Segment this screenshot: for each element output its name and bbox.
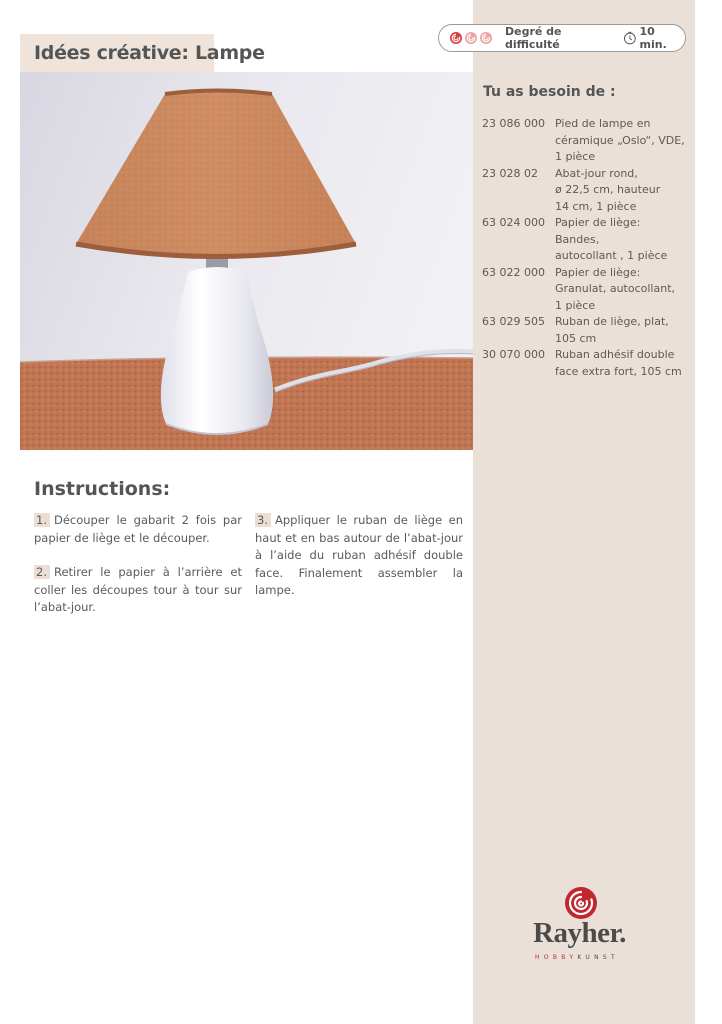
material-code: 23 086 000 <box>482 117 545 130</box>
material-item <box>482 347 688 380</box>
step-text: Appliquer le ruban de liège en haut et en bas autour de l’abat-jour à l’aide du ruban adhésif double face. Finalement assembler la lampe. <box>255 513 463 597</box>
material-item <box>482 314 688 347</box>
difficulty-label: Degré de difficulté <box>505 25 562 51</box>
material-item <box>482 265 688 315</box>
brand-tagline <box>535 954 635 961</box>
instruction-step <box>255 512 463 600</box>
material-description: Papier de liège: Bandes, autocollant , 1 pièce <box>555 216 668 262</box>
materials-list <box>482 116 688 380</box>
step-number: 2. <box>34 565 50 579</box>
difficulty-time: 10 min. <box>639 25 667 51</box>
rayher-logo <box>525 885 645 975</box>
material-item <box>482 166 688 216</box>
instruction-step <box>34 564 242 617</box>
clock-icon <box>623 31 637 45</box>
lamp-photo <box>20 72 473 450</box>
material-code: 23 028 02 <box>482 166 538 180</box>
instruction-step <box>34 512 242 547</box>
material-item <box>482 215 688 265</box>
difficulty-level <box>449 31 493 45</box>
title-box <box>20 34 265 72</box>
material-code: 63 022 000 <box>482 265 545 279</box>
material-description: Abat-jour rond, ø 22,5 cm, hauteur 14 cm, 1 pièce <box>555 166 661 213</box>
brand-tagline-hobby: HOBBY <box>535 954 578 961</box>
instructions-column-right <box>255 512 463 617</box>
material-code: 63 029 505 <box>482 315 545 328</box>
brand-name: Rayher. <box>533 917 626 949</box>
material-description: Papier de liège: Granulat, autocollant, 1 pièce <box>555 265 676 312</box>
step-text: Découper le gabarit 2 fois par papier de liège et le découper. <box>34 513 242 545</box>
rose-icon <box>449 31 463 45</box>
rose-icon <box>479 31 493 45</box>
difficulty-badge <box>438 24 686 52</box>
material-description: Ruban de liège, plat, 105 cm <box>555 315 669 345</box>
step-number: 3. <box>255 513 271 527</box>
instructions-column-left <box>34 512 242 634</box>
step-number: 1. <box>34 513 50 527</box>
material-description: Ruban adhésif double face extra fort, 105 cm <box>555 348 682 378</box>
material-item <box>482 116 688 166</box>
materials-heading: Tu as besoin de : <box>483 84 616 100</box>
instructions-heading: Instructions: <box>34 478 171 500</box>
rose-logo-icon <box>563 885 599 921</box>
step-text: Retirer le papier à l’arrière et coller les découpes tour à tour sur l’abat-jour. <box>34 565 242 614</box>
page-title: Idées créative: Lampe <box>34 42 265 64</box>
material-code: 30 070 000 <box>482 348 545 361</box>
brand-tagline-kunst: KUNST <box>577 954 619 961</box>
material-code: 63 024 000 <box>482 216 545 229</box>
material-description: Pied de lampe en céramique „Oslo“, VDE, 1 pièce <box>555 117 685 163</box>
rose-icon <box>464 31 478 45</box>
